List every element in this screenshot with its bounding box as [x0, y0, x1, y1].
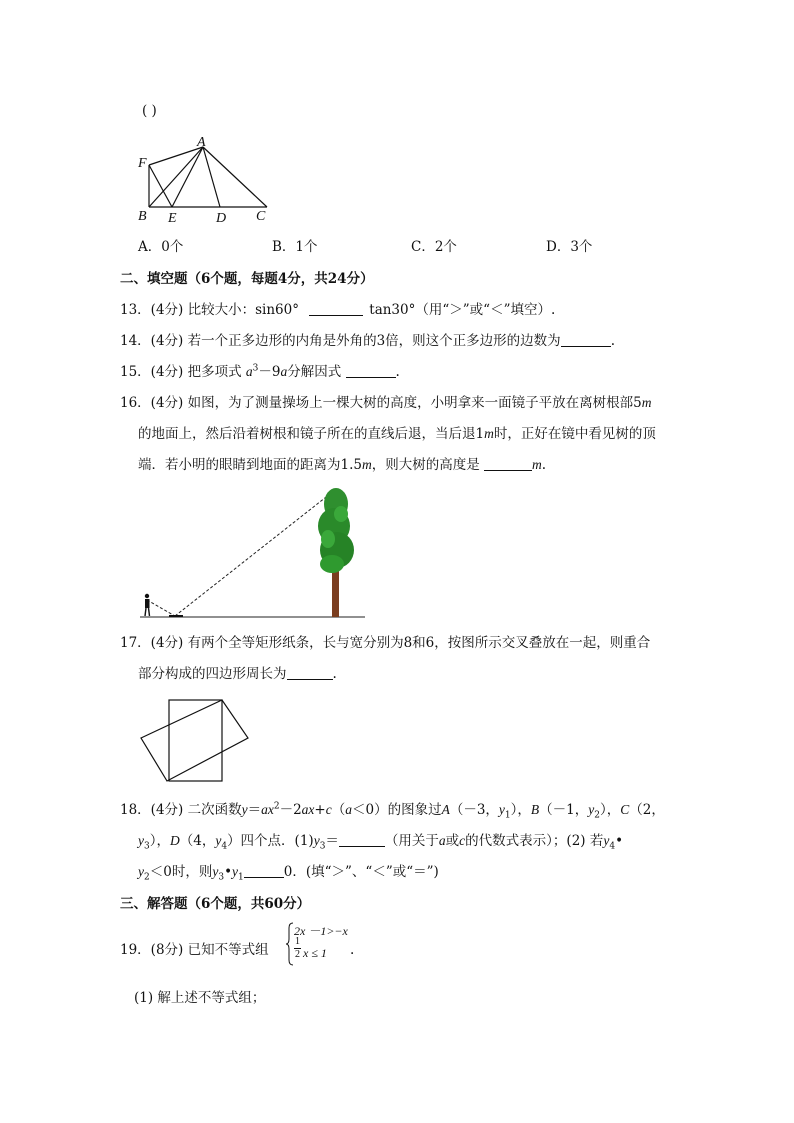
tree-icon — [318, 488, 354, 617]
label-C: C — [256, 209, 266, 224]
q18-blank-1[interactable] — [339, 832, 385, 847]
q18-line3: $y_2<0$时，则$y_3•y_1$ 0．(填“＞”、“＜”或“＝”) — [138, 864, 439, 883]
q13-blank[interactable] — [309, 301, 363, 316]
option-b: B．1个 — [272, 239, 318, 255]
label-F: F — [138, 156, 147, 171]
option-a: A．0个 — [138, 239, 184, 255]
option-c: C．2个 — [411, 239, 457, 255]
label-A: A — [197, 135, 206, 150]
q17-blank[interactable] — [287, 665, 333, 680]
q17-line2: 部分构成的四边形周长为 . — [138, 666, 337, 682]
label-B: B — [138, 209, 147, 224]
section2-title: 二、填空题（6个题，每题4分，共24分） — [120, 271, 374, 287]
q12-answer-paren: ( ) — [142, 103, 157, 119]
q18-line1: 18．(4分) 二次函数$y=ax^2-2ax+c(a<0)$的图象过A（－3，$y_1$），B（－1，$y_2$），C（2， — [120, 801, 665, 821]
tree-mirror-figure — [135, 484, 375, 624]
overlap-rectangles-figure — [138, 697, 278, 797]
person-icon — [145, 594, 150, 616]
q13: 13．(4分) 比较大小：sin60° tan30°（用“＞”或“＜”填空）. — [120, 302, 556, 318]
option-d: D．3个 — [546, 239, 593, 255]
brace-icon — [286, 922, 294, 966]
inequality-1: 2x －1>−x — [294, 924, 348, 938]
q16-line1: 16．(4分) 如图，为了测量操场上一棵大树的高度，小明拿来一面镜子平放在离树根部5m — [120, 395, 652, 411]
q18-blank-2[interactable] — [244, 863, 284, 878]
q19-period: . — [350, 942, 355, 958]
label-E: E — [168, 211, 177, 226]
section3-title: 三、解答题（6个题，共60分） — [120, 896, 311, 912]
fraction-denominator: 2 — [295, 949, 300, 960]
q14-blank[interactable] — [561, 332, 611, 347]
label-D: D — [216, 211, 227, 226]
q16-blank[interactable] — [484, 456, 532, 471]
q16-line2: 的地面上，然后沿着树根和镜子所在的直线后退，当后退1m时，正好在镜中看见树的顶 — [138, 426, 656, 442]
q16-line3: 端．若小明的眼睛到地面的距离为1.5m，则大树的高度是 m. — [138, 457, 547, 473]
q18-line2: $y_3$），D（4，$y_4$）四个点．$(1)y_3=$ （用关于a或c的代数式表示）；(2) 若$y_4•$ — [138, 833, 624, 852]
fraction-numerator: 1 — [295, 936, 300, 947]
q14: 14．(4分) 若一个正多边形的内角是外角的3倍，则这个正多边形的边数为 . — [120, 333, 615, 349]
q19-prefix: 19．(8分) 已知不等式组 — [120, 942, 269, 958]
q19-sub1: (1) 解上述不等式组； — [134, 990, 266, 1006]
q15-blank[interactable] — [346, 363, 396, 378]
inequality-2: x ≤ 1 — [303, 946, 327, 960]
q17-line1: 17．(4分) 有两个全等矩形纸条，长与宽分别为8和6，按图所示交叉叠放在一起，则重合 — [120, 635, 651, 651]
q15: 15．(4分) 把多项式 $a^3-9a$分解因式 . — [120, 363, 400, 380]
